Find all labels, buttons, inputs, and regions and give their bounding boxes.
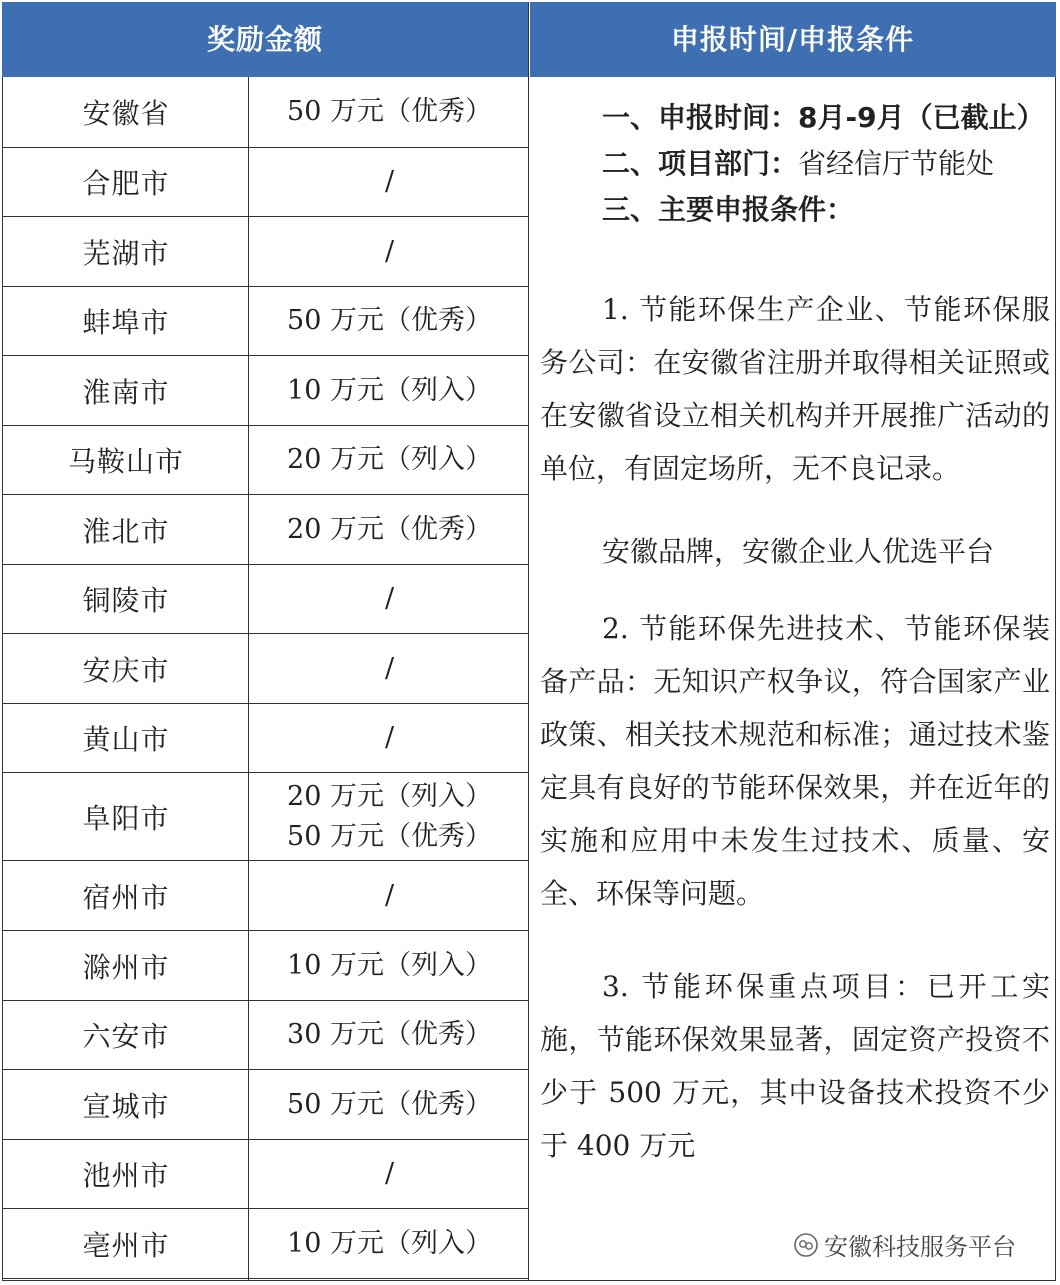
reward-amount bbox=[251, 1070, 528, 1139]
table-row bbox=[2, 773, 528, 861]
reward-amount bbox=[251, 77, 528, 147]
table-row bbox=[2, 861, 528, 931]
reward-amount-line: 10 万元（列入） bbox=[287, 949, 492, 981]
table-row bbox=[2, 931, 528, 1001]
condition-paragraph-3: 3. 节能环保重点项目：已开工实施，节能环保效果显著，固定资产投资不少于 500 万元，其中设备技术投资不少于 400 万元 bbox=[540, 970, 1050, 1162]
city-name: 芜湖市 bbox=[82, 236, 170, 270]
watermark bbox=[790, 1225, 1020, 1264]
reward-amount-line: 20 万元（列入） bbox=[287, 444, 492, 475]
item-application-time-label: 一、申报时间： bbox=[602, 101, 799, 134]
city-name: 池州市 bbox=[82, 1159, 170, 1192]
table-row bbox=[2, 634, 528, 704]
city-name: 阜阳市 bbox=[82, 801, 170, 835]
table-row bbox=[2, 1140, 528, 1209]
city-name: 淮北市 bbox=[82, 514, 170, 548]
table-row bbox=[2, 1001, 528, 1070]
table-row bbox=[2, 287, 528, 356]
table-row bbox=[2, 426, 528, 495]
table-row bbox=[2, 356, 528, 426]
item-department-label: 二、项目部门： bbox=[602, 147, 799, 180]
reward-amount-line: / bbox=[384, 722, 395, 753]
reward-amount-line: 50 万元（优秀） bbox=[287, 820, 492, 852]
city-name: 淮南市 bbox=[82, 375, 170, 409]
reward-amount-line: 20 万元（列入） bbox=[287, 780, 492, 812]
city-name: 合肥市 bbox=[82, 167, 170, 200]
table-row bbox=[2, 495, 528, 565]
reward-amount bbox=[251, 773, 528, 860]
reward-amount bbox=[251, 287, 528, 355]
city-name: 亳州市 bbox=[82, 1228, 170, 1262]
table-row bbox=[2, 217, 528, 287]
reward-amount bbox=[251, 931, 528, 1000]
header-reward-amount: 奖励金额 bbox=[206, 23, 323, 56]
reward-amount bbox=[251, 1001, 528, 1069]
reward-amount bbox=[251, 634, 528, 703]
table-row bbox=[2, 1209, 528, 1279]
table-header bbox=[2, 2, 1056, 77]
item-application-time-value: 8月-9月（已截止） bbox=[798, 101, 1045, 134]
reward-amount bbox=[251, 565, 528, 633]
reward-amount-line: 50 万元（优秀） bbox=[287, 1088, 492, 1120]
table-row bbox=[2, 77, 528, 148]
reward-amount-line: 20 万元（优秀） bbox=[287, 513, 492, 545]
reward-amount bbox=[251, 1140, 528, 1208]
reward-amount-line: 30 万元（优秀） bbox=[287, 1019, 492, 1050]
reward-amount-line: 50 万元（优秀） bbox=[287, 96, 492, 127]
wechat-icon bbox=[794, 1233, 818, 1257]
reward-amount-line: / bbox=[384, 879, 395, 911]
watermark-text: 安徽科技服务平台 bbox=[824, 1233, 1016, 1261]
item-conditions bbox=[540, 187, 1050, 233]
condition-paragraph-2: 2. 节能环保先进技术、节能环保装备产品：无知识产权争议，符合国家产业政策、相关技术规范和标准；通过技术鉴定具有良好的节能环保效果，并在近年的实施和应用中未发生过技术、质量、安全、环保等问题。 bbox=[540, 612, 1050, 910]
table-row bbox=[2, 704, 528, 773]
city-name: 安徽省 bbox=[82, 97, 170, 130]
reward-amount-line: 50 万元（优秀） bbox=[287, 305, 492, 336]
reward-amount-line: / bbox=[384, 166, 395, 197]
reward-amount bbox=[251, 356, 528, 425]
city-name: 蚌埠市 bbox=[82, 306, 170, 339]
reward-amount bbox=[251, 704, 528, 772]
city-name: 六安市 bbox=[82, 1020, 170, 1053]
city-name: 黄山市 bbox=[82, 723, 170, 756]
reward-amount bbox=[251, 426, 528, 494]
city-name: 安庆市 bbox=[82, 653, 170, 687]
item-department-value: 省经信厅节能处 bbox=[798, 147, 995, 180]
city-name: 滁州市 bbox=[82, 950, 170, 984]
condition-paragraph-1: 1. 节能环保生产企业、节能环保服务公司：在安徽省注册并取得相关证照或在安徽省设立相关机构并开展推广活动的单位，有固定场所，无不良记录。 bbox=[540, 293, 1050, 485]
section-divider bbox=[528, 2, 529, 1281]
slogan-text: 安徽品牌，安徽企业人优选平台 bbox=[602, 535, 995, 568]
conditions-panel bbox=[540, 95, 1050, 1172]
reward-amount-line: / bbox=[384, 235, 395, 267]
column-divider bbox=[248, 77, 249, 1281]
table-row bbox=[2, 565, 528, 634]
reward-amount bbox=[251, 495, 528, 564]
reward-amount bbox=[251, 148, 528, 216]
item-department bbox=[540, 141, 1050, 187]
reward-amount bbox=[251, 861, 528, 930]
table-row bbox=[2, 1070, 528, 1140]
reward-amount bbox=[251, 1209, 528, 1278]
city-name: 铜陵市 bbox=[82, 584, 170, 617]
reward-amount-line: / bbox=[384, 583, 395, 614]
reward-amount-line: / bbox=[384, 652, 395, 684]
header-application: 申报时间/申报条件 bbox=[670, 23, 915, 56]
item-conditions-label: 三、主要申报条件： bbox=[602, 193, 855, 226]
reward-amount bbox=[251, 217, 528, 286]
item-application-time bbox=[540, 95, 1050, 141]
reward-amount-line: / bbox=[384, 1158, 395, 1189]
table-row bbox=[2, 148, 528, 217]
city-name: 宣城市 bbox=[82, 1089, 170, 1123]
reward-amount-line: 10 万元（列入） bbox=[287, 1227, 492, 1259]
city-name: 宿州市 bbox=[82, 880, 170, 914]
city-name: 马鞍山市 bbox=[67, 445, 184, 478]
reward-amount-line: 10 万元（列入） bbox=[287, 374, 492, 406]
